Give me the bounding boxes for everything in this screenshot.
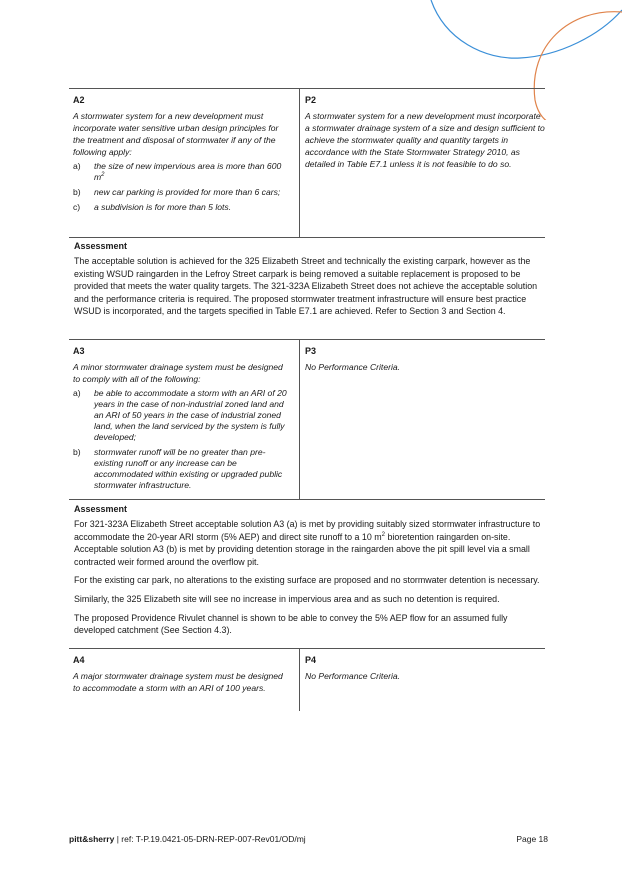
list-item: a) the size of new impervious area is more than 600 $m^2$ xyxy=(73,161,282,182)
p4-cell xyxy=(299,649,545,711)
a2-cell xyxy=(69,89,291,237)
list-item: b) new car parking is provided for more than 6 cars; xyxy=(73,187,281,197)
orange-arc-decoration xyxy=(534,12,622,120)
list-item: b) stormwater runoff will be no greater than pre-existing runoff or any increase can be accommodated within existing or upgraded public stormwater infrastructure. xyxy=(73,447,283,490)
footer-brand: pitt&sherry xyxy=(69,834,115,844)
footer-ref: | ref: T-P.19.0421-05-DRN-REP-007-Rev01/OD/mj xyxy=(114,834,306,844)
assessment-paragraph: The acceptable solution is achieved for the 325 Elizabeth Street and technically the existing carpark, however as the existing WSUD raingarden in the Lefroy Street carpark is being removed a suitable replacement is proposed to be provided that meets the water quality targets. The 321-323A Elizabeth Street does not achieve the acceptable solution and the performance criteria is required. The proposed stormwater treatment infrastructure will ensure best practice WSUD is incorporated, and the targets specified in Table E7.1 are achieved. Refer to Section 3 and Section 4. xyxy=(74,256,538,317)
a3-list xyxy=(73,388,291,491)
assessment-paragraph: Similarly, the 325 Elizabeth site will see no increase in impervious area and as such no detention is required. xyxy=(74,593,500,604)
list-item: a) be able to accommodate a storm with an ARI of 20 years in the case of non-industrial zoned land and an ARI of 50 years in the case of industrial zoned land, when the land serviced by the system is fully developed; xyxy=(73,388,287,442)
a3-cell xyxy=(69,340,291,499)
page-number: Page 18 xyxy=(516,834,548,844)
a4-cell xyxy=(69,649,291,711)
p2-heading: P2 xyxy=(305,95,317,105)
a2-list xyxy=(73,161,291,213)
assessment-heading: Assessment xyxy=(74,504,128,514)
assessment-a3 xyxy=(74,503,548,643)
p4-heading: P4 xyxy=(305,655,317,665)
a3-heading: A3 xyxy=(73,346,85,356)
assessment-a2 xyxy=(74,240,548,324)
p3-text: No Performance Criteria. xyxy=(305,362,401,372)
a3-p3-table xyxy=(69,339,545,500)
assessment-paragraph: For the existing car park, no alterations to the existing surface are proposed and no stormwater detention is necessary. xyxy=(74,575,540,586)
p4-text: No Performance Criteria. xyxy=(305,671,401,681)
a2-heading: A2 xyxy=(73,95,85,105)
a4-heading: A4 xyxy=(73,655,85,665)
assessment-paragraph: For 321-323A Elizabeth Street acceptable solution A3 (a) is met by providing suitably sized stormwater infrastructure to accommodate the 20-year ARI storm (5% AEP) and direct site runoff to a 10 $m^2$ bioretention raingarden on-site. Acceptable solution A3 (b) is met by providing detention storage in the raingarden above the pit spill level via a small contracted weir formed around the overflow pit. xyxy=(74,519,541,567)
p3-heading: P3 xyxy=(305,346,317,356)
p2-cell xyxy=(299,89,545,237)
page-footer xyxy=(69,834,548,844)
assessment-paragraph: The proposed Providence Rivulet channel is shown to be able to convey the 5% AEP flow for an assumed fully developed catchment (See Section 4.3). xyxy=(74,612,508,636)
a4-p4-table xyxy=(69,648,545,711)
list-item: c) a subdivision is for more than 5 lots. xyxy=(73,202,232,212)
blue-arc-decoration xyxy=(431,0,622,58)
assessment-heading: Assessment xyxy=(74,241,128,251)
a2-text: A stormwater system for a new development must incorporate water sensitive urban design principles for the treatment and disposal of stormwater if any of the following apply: xyxy=(73,111,279,157)
a2-p2-table xyxy=(69,88,545,238)
a4-text: A major stormwater drainage system must be designed to accommodate a storm with an ARI of 100 years. xyxy=(73,671,283,693)
p3-cell xyxy=(299,340,545,499)
a3-text: A minor stormwater drainage system must be designed to comply with all of the following: xyxy=(73,362,283,384)
p2-text: A stormwater system for a new development must incorporate a stormwater drainage system of a size and design sufficient to achieve the stormwater quality and quantity targets in accordance with the State Stormwater Strategy 2010, as detailed in Table E7.1 unless it is not feasible to do so. xyxy=(305,111,545,169)
